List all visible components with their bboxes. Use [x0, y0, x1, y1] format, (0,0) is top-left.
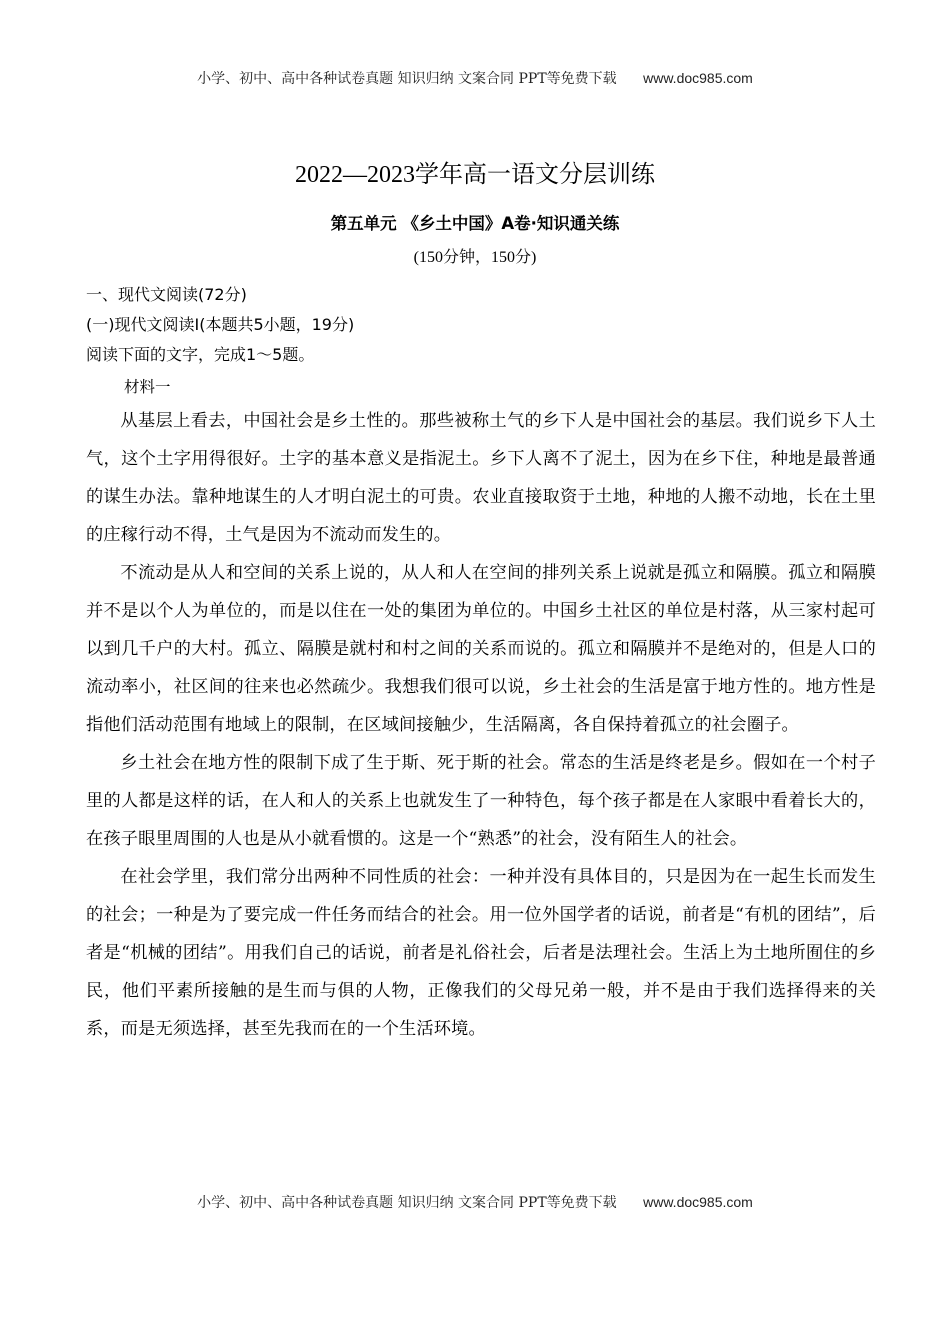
paragraph: 从基层上看去，中国社会是乡土性的。那些被称土气的乡下人是中国社会的基层。我们说乡下人土气，这个土字用得很好。土字的基本意义是指泥土。乡下人离不了泥土，因为在乡下住，种地是最普通的谋生办法。靠种地谋生的人才明白泥土的可贵。农业直接取资于土地，种地的人搬不动地，长在土里的庄稼行动不得，土气是因为不流动而发生的。 — [86, 411, 876, 545]
header-banner — [0, 68, 950, 88]
header-banner-site-link[interactable]: www.doc985.com — [643, 70, 753, 86]
footer-banner-site-link[interactable]: www.doc985.com — [643, 1194, 753, 1210]
footer-banner-text: 小学、初中、高中各种试卷真题 知识归纳 文案合同 PPT等免费下载 — [197, 1195, 617, 1211]
paragraph: 乡土社会在地方性的限制下成了生于斯、死于斯的社会。常态的生活是终老是乡。假如在一个村子里的人都是这样的话，在人和人的关系上也就发生了一种特色，每个孩子都是在人家眼中看着长大的，在孩子眼里周围的人也是从小就看惯的。这是一个“熟悉”的社会，没有陌生人的社会。 — [86, 753, 876, 849]
exam-time-note: (150分钟，150分) — [413, 249, 537, 266]
paragraph: 不流动是从人和空间的关系上说的，从人和人在空间的排列关系上说就是孤立和隔膜。孤立和隔膜并不是以个人为单位的，而是以住在一处的集团为单位的。中国乡土社区的单位是村落，从三家村起可以到几千户的大村。孤立、隔膜是就村和村之间的关系而说的。孤立和隔膜并不是绝对的，但是人口的流动率小，社区间的往来也必然疏少。我想我们很可以说，乡土社会的生活是富于地方性的。地方性是指他们活动范围有地域上的限制，在区域间接触少，生活隔离，各自保持着孤立的社会圈子。 — [86, 563, 876, 735]
paragraph: 在社会学里，我们常分出两种不同性质的社会：一种并没有具体目的，只是因为在一起生长而发生的社会；一种是为了要完成一件任务而结合的社会。用一位外国学者的话说，前者是“有机的团结”，后者是“机械的团结”。用我们自己的话说，前者是礼俗社会，后者是法理社会。生活上为土地所囿住的乡民，他们平素所接触的是生而与俱的人物，正像我们的父母兄弟一般，并不是由于我们选择得来的关系，而是无须选择，甚至先我而在的一个生活环境。 — [86, 867, 876, 1039]
material-label: 材料一 — [124, 378, 171, 396]
subsection-heading: (一)现代文阅读Ⅰ(本题共5小题，19分) — [86, 315, 355, 334]
header-banner-text: 小学、初中、高中各种试卷真题 知识归纳 文案合同 PPT等免费下载 — [197, 71, 617, 87]
unit-subtitle: 第五单元 《乡土中国》A卷·知识通关练 — [330, 214, 620, 233]
document-title: 2022—2023学年高一语文分层训练 — [295, 162, 655, 188]
document-body — [86, 280, 876, 1048]
reading-instruction: 阅读下面的文字，完成1～5题。 — [86, 345, 315, 364]
footer-banner — [0, 1192, 950, 1212]
section-heading-part1: 一、现代文阅读(72分) — [86, 285, 247, 304]
